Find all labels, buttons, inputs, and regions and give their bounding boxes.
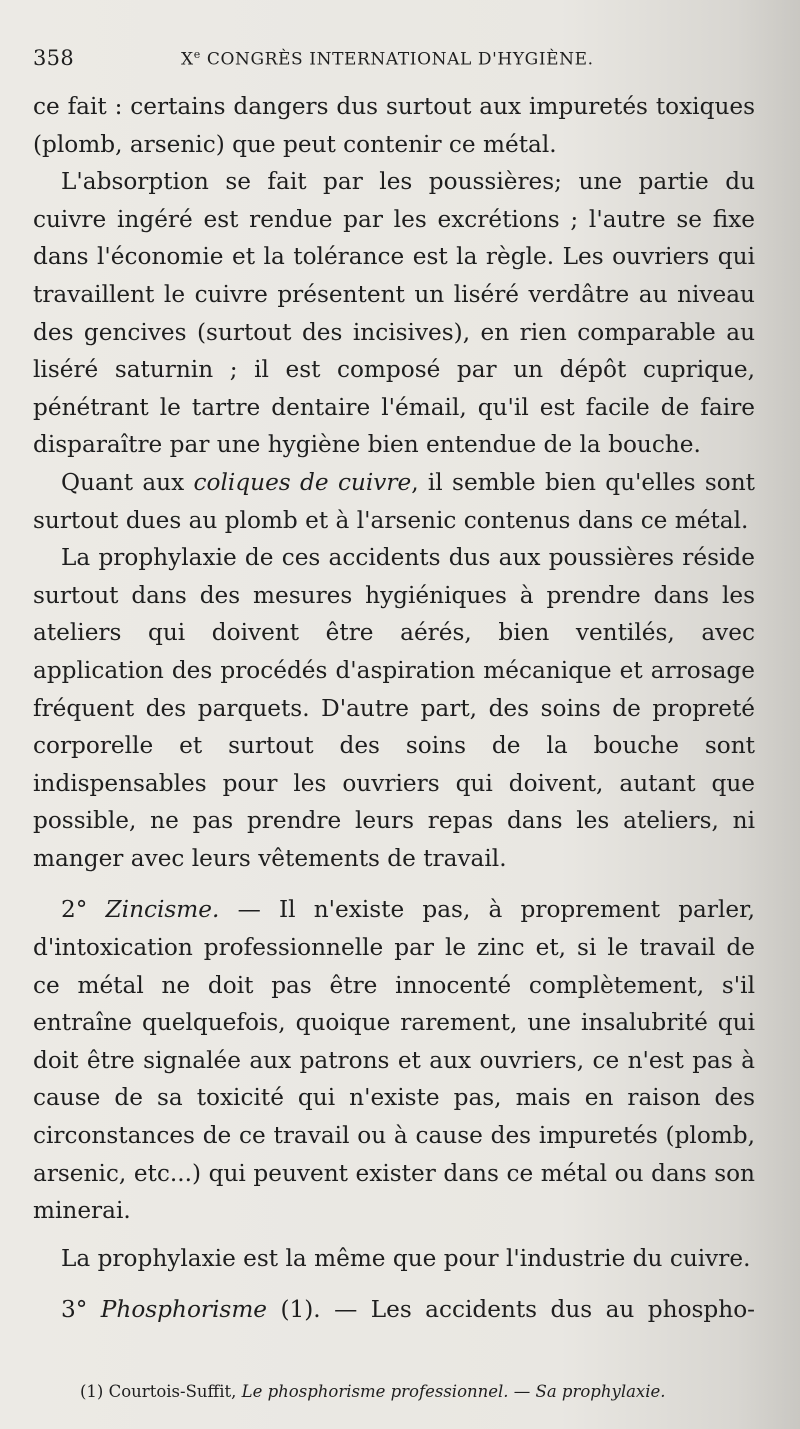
footnote-author: Courtois-Suffit, (108, 1382, 242, 1401)
paragraph-absorption: L'absorption se fait par les poussières; une partie du cuivre ingéré est rendue par les excrétions ; l'autre se fixe dans l'économie et la tolérance est la règle. Les ouvriers qui travaillent le cuivre présentent un liséré verdâtre au niveau des gencives (surtout des incisives), en rien comparable au liséré saturnin ; il est composé par un dépôt cuprique, pénétrant le tartre dentaire l'émail, qu'il est facile de faire disparaître par une hygiène bien entendue de la bouche. (33, 168, 755, 459)
paragraph-zincisme: 2° Zincisme. — Il n'existe pas, à proprement parler, d'intoxication professionnelle par le zinc et, si le travail de ce métal ne doit pas être innocenté complètement, s'il entraîne quelquefois, quoique rarement, une insalubrité qui doit être signalée aux patrons et aux ouvriers, ce n'est pas à cause de sa toxicité qui n'existe pas, mais en raison des circonstances de ce travail ou à cause des impuretés (plomb, arsenic, etc...) qui peuvent exister dans ce métal ou dans son minerai. (33, 896, 755, 1225)
running-title: Xe CONGRÈS INTERNATIONAL D'HYGIÈNE. (181, 48, 594, 70)
italic-term: coliques de cuivre (193, 468, 412, 496)
footnote-marker: (1) (80, 1382, 109, 1401)
section-heading-phosphorisme: Phosphorisme (100, 1296, 268, 1324)
page-number: 358 (33, 46, 74, 70)
paragraph-continuation: ce fait : certains dangers dus surtout aux impuretés toxiques (plomb, arsenic) que peut contenir ce métal. (33, 93, 755, 158)
footnote (80, 1380, 780, 1404)
paragraph-phosphorisme: 3° Phosphorisme (1). — Les accidents dus au phospho- (61, 1296, 756, 1324)
paragraph-coliques: Quant aux coliques de cuivre, il semble bien qu'elles sont surtout dues au plomb et à l'arsenic contenus dans ce métal. (33, 468, 755, 534)
paragraph-prophylaxie-cuivre: La prophylaxie de ces accidents dus aux poussières réside surtout dans des mesures hygiéniques à prendre dans les ateliers qui doivent être aérés, bien ventilés, avec application des procédés d'aspiration mécanique et arrosage fréquent des parquets. D'autre part, des soins de propreté corporelle et surtout des soins de la bouche sont indispensables pour les ouvriers qui doivent, autant que possible, ne pas prendre leurs repas dans les ateliers, ni manger avec leurs vêtements de travail. (33, 544, 755, 872)
section-heading-zincisme: Zincisme. (105, 896, 220, 924)
paragraph-prophylaxie-zinc: La prophylaxie est la même que pour l'industrie du cuivre. (61, 1244, 751, 1272)
footnote-title: Le phosphorisme professionnel. — Sa prophylaxie. (241, 1382, 666, 1401)
body-text (33, 88, 755, 1329)
